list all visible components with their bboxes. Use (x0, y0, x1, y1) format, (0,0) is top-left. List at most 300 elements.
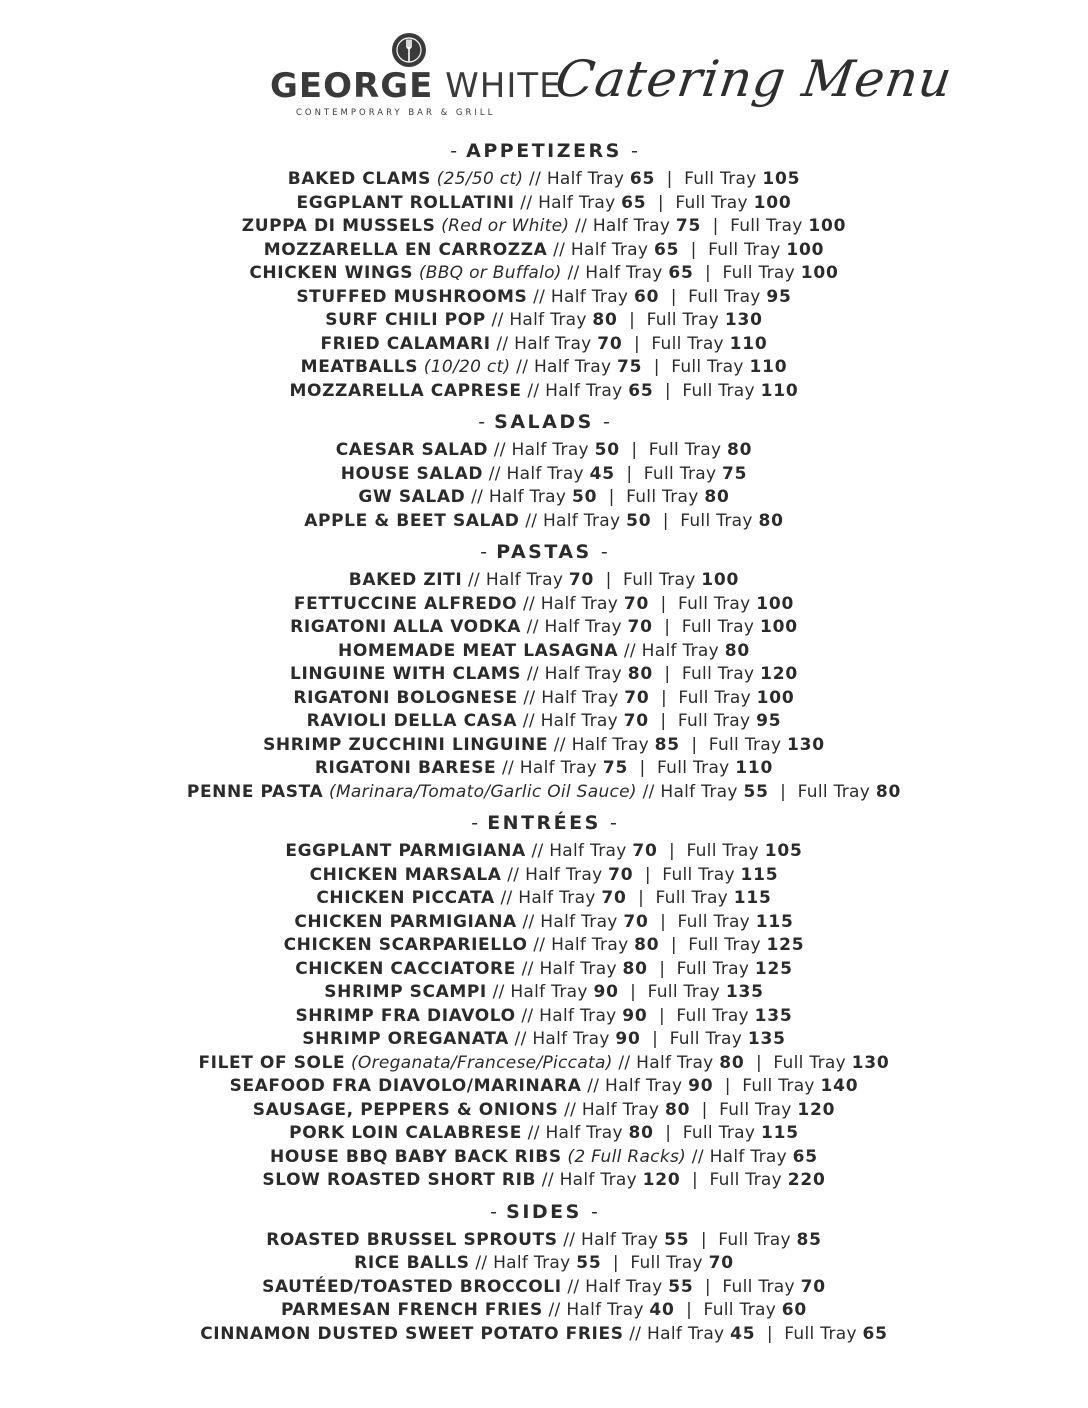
half-tray-label: Half Tray (506, 463, 584, 484)
menu-item (0, 757, 1088, 781)
full-tray-price: 120 (797, 1099, 836, 1120)
half-tray-price: 50 (594, 440, 620, 460)
full-tray-label: Full Tray (662, 864, 735, 885)
half-tray-label: Half Tray (525, 864, 603, 885)
menu-item (0, 593, 1088, 617)
price-divider: | (653, 357, 660, 377)
menu-item (0, 333, 1088, 357)
full-tray-label: Full Tray (676, 958, 750, 979)
half-tray-label: Half Tray (571, 734, 649, 755)
price-divider: | (626, 463, 633, 484)
half-tray-label: Half Tray (647, 1323, 725, 1344)
item-name: PORK LOIN CALABRESE (289, 1123, 522, 1143)
section-dash: - (471, 812, 479, 834)
item-name: MOZZARELLA EN CARROZZA (263, 239, 548, 260)
full-tray-label: Full Tray (675, 192, 748, 213)
item-name: SHRIMP FRA DIAVOLO (295, 1005, 516, 1026)
menu-item (0, 356, 1088, 380)
brand-name-bold: GEORGE (270, 66, 434, 106)
section-title (0, 136, 1088, 168)
half-tray-label: Half Tray (544, 664, 622, 684)
half-tray-label: Half Tray (559, 1170, 637, 1190)
item-separator: // (492, 982, 505, 1002)
item-name: CAESAR SALAD (335, 440, 489, 460)
item-separator: // (522, 711, 535, 731)
full-tray-label: Full Tray (648, 440, 722, 460)
full-tray-price: 80 (727, 440, 753, 460)
menu-item (0, 168, 1088, 192)
half-tray-label: Half Tray (585, 263, 663, 283)
full-tray-price: 60 (781, 1300, 808, 1320)
item-separator: // (468, 570, 481, 590)
full-tray-label: Full Tray (677, 711, 751, 731)
price-divider: | (664, 380, 671, 401)
item-note: (25/50 ct) (436, 169, 524, 189)
item-name: HOMEMADE MEAT LASAGNA (338, 640, 619, 661)
full-tray-price: 65 (862, 1323, 888, 1344)
section-title-text: SIDES (506, 1200, 582, 1223)
full-tray-label: Full Tray (647, 982, 721, 1002)
item-separator: // (514, 1029, 527, 1049)
menu-item (0, 569, 1088, 593)
item-separator: // (629, 1323, 642, 1344)
item-name: FRIED CALAMARI (320, 333, 491, 354)
full-tray-label: Full Tray (742, 1076, 815, 1096)
item-name: CHICKEN WINGS (249, 263, 414, 283)
item-note: (2 Full Racks) (567, 1146, 687, 1167)
item-separator: // (691, 1146, 704, 1167)
half-tray-label: Half Tray (540, 593, 619, 614)
price-divider: | (666, 169, 673, 189)
half-tray-price: 75 (675, 216, 702, 236)
full-tray-price: 140 (820, 1076, 859, 1096)
menu-item (0, 1276, 1088, 1300)
full-tray-price: 130 (851, 1052, 890, 1073)
item-separator: // (623, 640, 636, 661)
half-tray-price: 55 (576, 1253, 602, 1273)
menu-item (0, 1229, 1088, 1253)
full-tray-label: Full Tray (722, 1276, 795, 1297)
half-tray-label: Half Tray (544, 617, 622, 637)
menu-item (0, 887, 1088, 911)
half-tray-price: 65 (629, 169, 656, 189)
full-tray-price: 85 (796, 1229, 822, 1250)
item-note: (Red or White) (441, 216, 570, 236)
price-divider: | (660, 711, 667, 731)
full-tray-label: Full Tray (719, 1099, 792, 1120)
half-tray-price: 75 (602, 758, 629, 778)
section-dash: - (609, 812, 617, 834)
menu-item (0, 911, 1088, 935)
half-tray-price: 45 (730, 1323, 756, 1344)
half-tray-label: Half Tray (592, 216, 671, 236)
price-divider: | (629, 310, 636, 330)
price-divider: | (780, 781, 787, 802)
item-name: CHICKEN PARMIGIANA (294, 911, 517, 932)
full-tray-price: 100 (808, 216, 847, 236)
item-separator: // (500, 888, 513, 908)
full-tray-label: Full Tray (684, 169, 757, 189)
price-divider: | (669, 841, 676, 861)
full-tray-price: 110 (735, 758, 774, 778)
item-name: SURF CHILI POP (325, 310, 486, 330)
item-name: ZUPPA DI MUSSELS (241, 216, 436, 236)
full-tray-label: Full Tray (797, 781, 871, 802)
item-name: SAUTÉED/TOASTED BROCCOLI (262, 1276, 562, 1297)
menu-item (0, 286, 1088, 310)
menu-item (0, 934, 1088, 958)
item-name: FETTUCCINE ALFREDO (293, 593, 518, 614)
half-tray-price: 40 (649, 1300, 675, 1320)
price-divider: | (701, 1099, 708, 1120)
half-tray-label: Half Tray (541, 687, 619, 708)
half-tray-label: Half Tray (546, 169, 625, 189)
price-divider: | (755, 1052, 762, 1073)
price-divider: | (670, 286, 677, 307)
half-tray-label: Half Tray (538, 192, 616, 213)
item-note: (10/20 ct) (423, 357, 511, 377)
item-note: (Oreganata/Francese/Piccata) (350, 1052, 613, 1073)
half-tray-label: Half Tray (511, 440, 589, 460)
price-divider: | (657, 192, 664, 213)
menu-item (0, 734, 1088, 758)
half-tray-label: Half Tray (518, 888, 596, 908)
full-tray-label: Full Tray (784, 1323, 857, 1344)
full-tray-price: 135 (754, 1005, 793, 1026)
section-dash: - (602, 411, 610, 433)
full-tray-label: Full Tray (671, 357, 744, 377)
item-separator: // (533, 286, 546, 307)
full-tray-price: 110 (760, 380, 799, 401)
item-name: PARMESAN FRENCH FRIES (280, 1300, 543, 1320)
menu-item (0, 192, 1088, 216)
full-tray-price: 125 (766, 935, 805, 955)
section-dash: - (630, 140, 638, 162)
menu-item (0, 486, 1088, 510)
brand-tagline: CONTEMPORARY BAR & GRILL (296, 108, 496, 118)
half-tray-label: Half Tray (510, 982, 588, 1002)
item-name: EGGPLANT ROLLATINI (296, 192, 515, 213)
menu-item (0, 710, 1088, 734)
item-separator: // (491, 310, 504, 330)
price-divider: | (691, 734, 698, 755)
section-title-text: SALADS (494, 411, 594, 433)
item-separator: // (527, 380, 540, 401)
item-name: LINGUINE WITH CLAMS (290, 664, 522, 684)
section-title-text: APPETIZERS (466, 140, 622, 162)
full-tray-label: Full Tray (677, 593, 751, 614)
section-title-text: PASTAS (496, 541, 592, 563)
menu-item (0, 309, 1088, 333)
item-separator: // (541, 1170, 554, 1190)
price-divider: | (660, 911, 667, 932)
half-tray-price: 70 (608, 864, 634, 885)
full-tray-price: 115 (740, 864, 779, 885)
full-tray-label: Full Tray (657, 758, 730, 778)
item-name: RIGATONI BARESE (314, 758, 497, 778)
half-tray-price: 70 (632, 841, 658, 861)
brand-name (270, 66, 562, 106)
item-separator: // (522, 911, 535, 932)
half-tray-label: Half Tray (519, 758, 598, 778)
full-tray-price: 135 (725, 982, 764, 1002)
item-separator: // (488, 463, 501, 484)
half-tray-price: 50 (626, 510, 652, 531)
half-tray-price: 70 (623, 711, 649, 731)
item-name: BAKED ZITI (348, 570, 463, 590)
full-tray-label: Full Tray (643, 463, 717, 484)
item-name: MEATBALLS (300, 357, 419, 377)
half-tray-price: 70 (624, 687, 650, 708)
half-tray-price: 70 (623, 911, 649, 932)
price-divider: | (639, 758, 646, 778)
catering-menu-title: Catering Menu (551, 50, 957, 108)
menu-item (0, 1323, 1088, 1347)
menu-item (0, 439, 1088, 463)
half-tray-price: 60 (634, 286, 660, 307)
price-divider: | (712, 216, 719, 236)
half-tray-price: 70 (627, 617, 653, 637)
menu-item (0, 1169, 1088, 1193)
item-name: PENNE PASTA (186, 781, 324, 802)
price-divider: | (605, 570, 612, 590)
full-tray-label: Full Tray (722, 263, 796, 283)
full-tray-label: Full Tray (730, 216, 803, 236)
item-name: CHICKEN CACCIATORE (295, 958, 516, 979)
item-separator: // (475, 1253, 488, 1273)
full-tray-label: Full Tray (682, 1123, 756, 1143)
section-dash: - (478, 411, 486, 433)
full-tray-label: Full Tray (688, 935, 761, 955)
item-name: EGGPLANT PARMIGIANA (285, 841, 526, 861)
price-divider: | (690, 239, 697, 260)
full-tray-label: Full Tray (708, 239, 781, 260)
half-tray-label: Half Tray (636, 1052, 714, 1073)
half-tray-label: Half Tray (509, 310, 587, 330)
full-tray-label: Full Tray (703, 1300, 777, 1320)
section-title (0, 407, 1088, 439)
item-name: GW SALAD (358, 487, 466, 507)
full-tray-label: Full Tray (678, 687, 751, 708)
price-divider: | (664, 664, 671, 684)
full-tray-label: Full Tray (655, 888, 729, 908)
price-divider: | (612, 1253, 619, 1273)
menu-item (0, 616, 1088, 640)
price-divider: | (705, 263, 712, 283)
item-name: RAVIOLI DELLA CASA (306, 711, 518, 731)
section-dash: - (480, 541, 488, 563)
full-tray-label: Full Tray (669, 1029, 743, 1049)
half-tray-price: 80 (664, 1099, 691, 1120)
menu-item (0, 1299, 1088, 1323)
price-divider: | (630, 982, 637, 1002)
item-separator: // (520, 192, 533, 213)
half-tray-price: 80 (724, 640, 750, 661)
menu-item (0, 1252, 1088, 1276)
full-tray-price: 100 (756, 593, 795, 614)
item-name: ROASTED BRUSSEL SPROUTS (266, 1229, 558, 1250)
item-name: RIGATONI ALLA VODKA (290, 617, 521, 637)
item-separator: // (525, 510, 538, 531)
item-name: HOUSE SALAD (340, 463, 484, 484)
full-tray-price: 75 (722, 463, 748, 484)
item-separator: // (521, 958, 534, 979)
item-separator: // (618, 1052, 631, 1073)
item-name: SAUSAGE, PEPPERS & ONIONS (252, 1099, 559, 1120)
half-tray-label: Half Tray (550, 286, 629, 307)
half-tray-price: 70 (568, 570, 595, 590)
item-name: HOUSE BBQ BABY BACK RIBS (270, 1146, 562, 1167)
menu-item (0, 463, 1088, 487)
full-tray-price: 80 (758, 510, 784, 531)
full-tray-price: 105 (764, 841, 803, 861)
item-separator: // (527, 1123, 540, 1143)
half-tray-label: Half Tray (545, 380, 623, 401)
half-tray-price: 70 (601, 888, 627, 908)
full-tray-label: Full Tray (709, 1170, 782, 1190)
item-separator: // (521, 1005, 534, 1026)
full-tray-label: Full Tray (681, 617, 755, 637)
item-name: BAKED CLAMS (287, 169, 431, 189)
half-tray-price: 80 (634, 935, 660, 955)
item-separator: // (523, 687, 536, 708)
price-divider: | (652, 1029, 659, 1049)
full-tray-price: 105 (762, 169, 801, 189)
half-tray-label: Half Tray (605, 1076, 683, 1096)
full-tray-price: 70 (800, 1276, 826, 1297)
full-tray-label: Full Tray (680, 510, 753, 531)
half-tray-price: 55 (664, 1229, 690, 1250)
half-tray-label: Half Tray (533, 357, 612, 377)
menu-item (0, 239, 1088, 263)
menu-item (0, 1005, 1088, 1029)
item-separator: // (529, 169, 542, 189)
menu-item (0, 262, 1088, 286)
item-name: SHRIMP OREGANATA (302, 1029, 509, 1049)
item-separator: // (496, 333, 509, 354)
menu-item (0, 687, 1088, 711)
menu-item (0, 1028, 1088, 1052)
item-separator: // (567, 1276, 580, 1297)
full-tray-label: Full Tray (773, 1052, 846, 1073)
price-divider: | (686, 1300, 693, 1320)
full-tray-price: 80 (875, 781, 902, 802)
full-tray-price: 130 (724, 310, 763, 330)
half-tray-price: 80 (592, 310, 618, 330)
half-tray-label: Half Tray (539, 1005, 617, 1026)
full-tray-price: 125 (754, 958, 793, 979)
price-divider: | (700, 1229, 707, 1250)
item-separator: // (575, 216, 588, 236)
full-tray-label: Full Tray (681, 664, 755, 684)
full-tray-price: 95 (756, 711, 782, 731)
item-separator: // (548, 1300, 561, 1320)
full-tray-price: 110 (729, 333, 768, 354)
menu-body (0, 132, 1088, 1346)
menu-item (0, 1099, 1088, 1123)
item-name: SHRIMP ZUCCHINI LINGUINE (263, 734, 549, 755)
section-dash: - (490, 1200, 498, 1223)
half-tray-label: Half Tray (660, 781, 738, 802)
half-tray-label: Half Tray (570, 239, 649, 260)
item-name: MOZZARELLA CAPRESE (289, 380, 522, 401)
half-tray-price: 65 (668, 263, 694, 283)
half-tray-label: Half Tray (545, 1123, 623, 1143)
item-separator: // (526, 617, 539, 637)
item-separator: // (563, 1229, 576, 1250)
item-separator: // (531, 841, 544, 861)
section-title (0, 808, 1088, 840)
half-tray-price: 75 (617, 357, 643, 377)
item-separator: // (587, 1076, 600, 1096)
menu-item (0, 1052, 1088, 1076)
half-tray-label: Half Tray (493, 1253, 571, 1273)
half-tray-label: Half Tray (709, 1146, 787, 1167)
menu-item (0, 640, 1088, 664)
half-tray-label: Half Tray (488, 487, 567, 507)
half-tray-price: 65 (621, 192, 647, 213)
brand-name-light: WHITE (445, 66, 562, 106)
full-tray-label: Full Tray (626, 487, 699, 507)
half-tray-price: 80 (719, 1052, 745, 1073)
half-tray-price: 55 (668, 1276, 694, 1297)
item-note: (BBQ or Buffalo) (418, 263, 562, 283)
half-tray-price: 80 (628, 1123, 654, 1143)
section-dash: - (600, 541, 608, 563)
item-separator: // (553, 734, 566, 755)
price-divider: | (665, 1123, 672, 1143)
half-tray-label: Half Tray (641, 640, 720, 661)
half-tray-price: 80 (622, 958, 648, 979)
half-tray-price: 120 (642, 1170, 681, 1190)
price-divider: | (691, 1170, 699, 1190)
full-tray-price: 135 (747, 1029, 786, 1049)
full-tray-price: 100 (800, 263, 839, 283)
item-separator: // (501, 758, 515, 778)
item-separator: // (567, 263, 580, 283)
half-tray-price: 80 (627, 664, 653, 684)
full-tray-label: Full Tray (651, 333, 724, 354)
half-tray-label: Half Tray (539, 958, 617, 979)
item-name: CHICKEN PICCATA (316, 888, 495, 908)
full-tray-label: Full Tray (677, 911, 751, 932)
half-tray-label: Half Tray (540, 911, 618, 932)
half-tray-label: Half Tray (549, 841, 627, 861)
full-tray-label: Full Tray (718, 1229, 791, 1250)
half-tray-price: 70 (623, 593, 650, 614)
menu-item (0, 215, 1088, 239)
section-title-text: ENTRÉES (487, 812, 601, 834)
price-divider: | (660, 687, 667, 708)
item-name: FILET OF SOLE (198, 1052, 346, 1073)
half-tray-label: Half Tray (551, 935, 629, 955)
full-tray-price: 115 (760, 1123, 799, 1143)
full-tray-label: Full Tray (623, 570, 696, 590)
full-tray-label: Full Tray (682, 380, 755, 401)
half-tray-price: 55 (743, 781, 769, 802)
half-tray-price: 90 (593, 982, 619, 1002)
item-name: RICE BALLS (354, 1253, 470, 1273)
item-separator: // (493, 440, 506, 460)
full-tray-label: Full Tray (708, 734, 782, 755)
item-name: CINNAMON DUSTED SWEET POTATO FRIES (200, 1323, 624, 1344)
menu-item (0, 380, 1088, 404)
item-separator: // (564, 1099, 577, 1120)
item-name: SHRIMP SCAMPI (324, 982, 487, 1002)
half-tray-label: Half Tray (540, 711, 618, 731)
half-tray-price: 65 (628, 380, 654, 401)
full-tray-label: Full Tray (676, 1005, 749, 1026)
